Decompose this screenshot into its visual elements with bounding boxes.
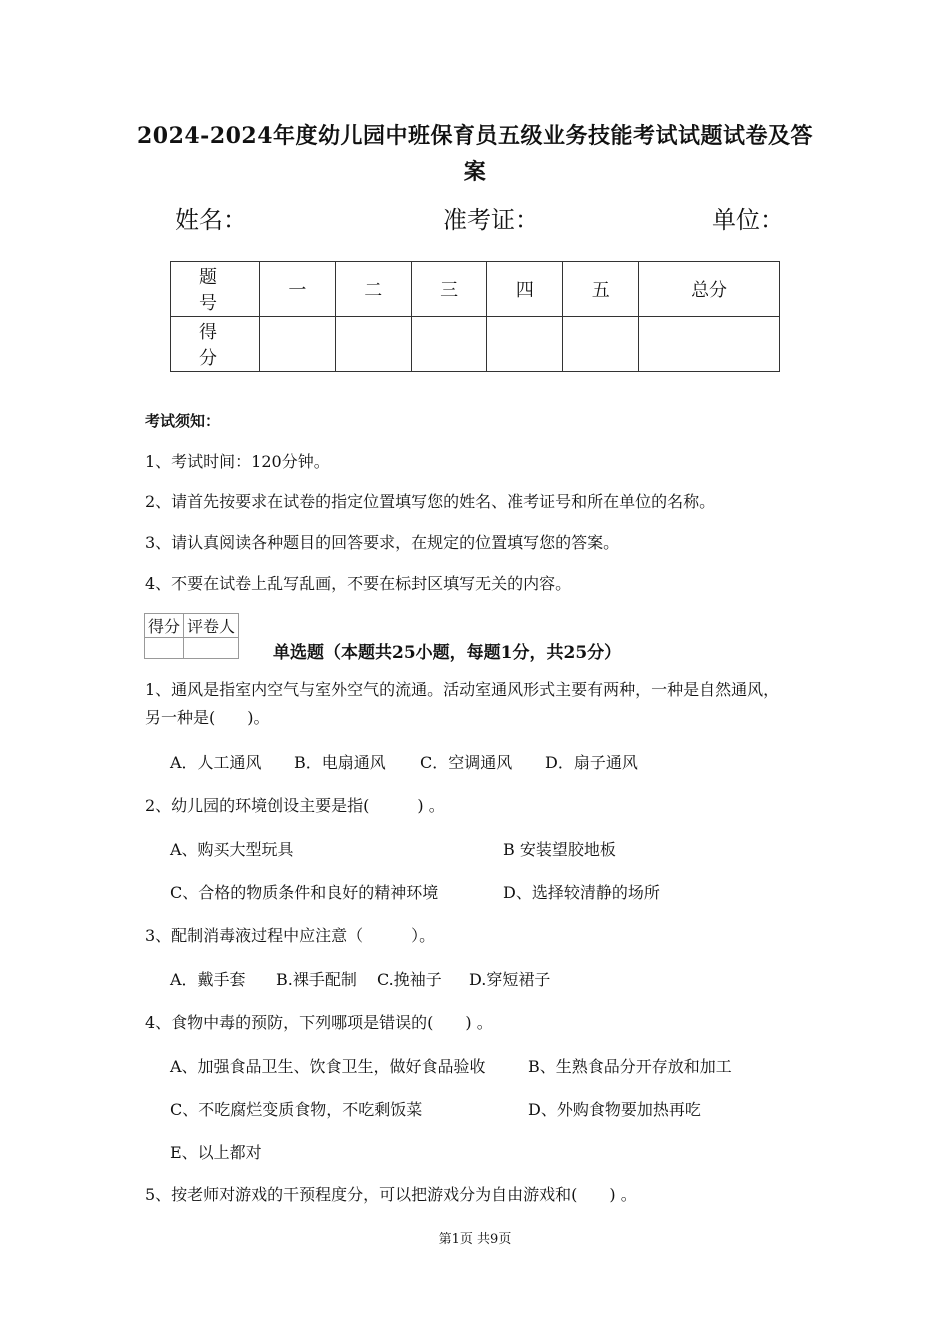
option-a[interactable]: A、购买大型玩具 [170, 840, 294, 859]
grader-reviewer-label: 评卷人 [184, 614, 239, 638]
question-stem: 5、按老师对游戏的干预程度分，可以把游戏分为自由游戏和( ) 。 [145, 1185, 637, 1204]
score-header-cell: 一 [260, 262, 336, 317]
option-e[interactable]: E、以上都对 [170, 1143, 262, 1162]
question-stem: 4、食物中毒的预防，下列哪项是错误的( ) 。 [145, 1013, 493, 1032]
question-stem: 3、配制消毒液过程中应注意（ ）。 [145, 926, 436, 945]
question-stem-continued: 另一种是( )。 [145, 708, 270, 727]
score-row-label: 得 分 [171, 317, 260, 372]
score-cell[interactable] [411, 317, 487, 372]
document-title [60, 118, 890, 190]
notice-item: 3、请认真阅读各种题目的回答要求，在规定的位置填写您的答案。 [145, 533, 620, 552]
option-d[interactable]: D．扇子通风 [545, 753, 638, 772]
score-cell[interactable] [639, 317, 780, 372]
score-cell[interactable] [335, 317, 411, 372]
option-b[interactable]: B 安装望胶地板 [503, 840, 616, 859]
score-table-header-row [171, 262, 780, 317]
option-c[interactable]: C.挽袖子 [377, 970, 442, 989]
option-d[interactable]: D、外购食物要加热再吃 [528, 1100, 701, 1119]
score-cell[interactable] [563, 317, 639, 372]
notice-heading: 考试须知： [145, 412, 221, 430]
grader-table [144, 613, 239, 659]
score-header-cell: 二 [335, 262, 411, 317]
title-line-1: 2024-2024年度幼儿园中班保育员五级业务技能考试试题试卷及答 [136, 123, 814, 149]
option-b[interactable]: B、生熟食品分开存放和加工 [528, 1057, 732, 1076]
question-stem: 1、通风是指室内空气与室外空气的流通。活动室通风形式主要有两种，一种是自然通风， [145, 680, 780, 699]
name-label: 姓名： [175, 206, 247, 234]
grader-score-label: 得分 [145, 614, 184, 638]
notice-item: 1、考试时间：120分钟。 [145, 452, 330, 471]
score-header-cell: 题 号 [171, 262, 260, 317]
score-header-cell: 总分 [639, 262, 780, 317]
option-d[interactable]: D、选择较清静的场所 [503, 883, 660, 902]
grader-reviewer-cell[interactable] [184, 638, 239, 659]
question-stem: 2、幼儿园的环境创设主要是指( ) 。 [145, 796, 445, 815]
option-a[interactable]: A、加强食品卫生、饮食卫生，做好食品验收 [170, 1057, 486, 1076]
title-line-2: 案 [463, 159, 487, 185]
option-d[interactable]: D.穿短裙子 [469, 970, 551, 989]
option-b[interactable]: B.裸手配制 [276, 970, 357, 989]
grader-score-cell[interactable] [145, 638, 184, 659]
notice-item: 2、请首先按要求在试卷的指定位置填写您的姓名、准考证号和所在单位的名称。 [145, 492, 716, 511]
option-c[interactable]: C、合格的物质条件和良好的精神环境 [170, 883, 439, 902]
score-table [170, 261, 780, 372]
notice-item: 4、不要在试卷上乱写乱画，不要在标封区填写无关的内容。 [145, 574, 572, 593]
option-c[interactable]: C、不吃腐烂变质食物，不吃剩饭菜 [170, 1100, 423, 1119]
option-a[interactable]: A．戴手套 [170, 970, 246, 989]
option-a[interactable]: A．人工通风 [170, 753, 262, 772]
score-header-cell: 五 [563, 262, 639, 317]
score-cell[interactable] [487, 317, 563, 372]
score-cell[interactable] [260, 317, 336, 372]
exam-id-label: 准考证： [443, 206, 539, 234]
unit-label: 单位： [712, 206, 784, 234]
page-footer: 第1页 共9页 [438, 1232, 512, 1247]
section-title: 单选题（本题共25小题，每题1分，共25分） [273, 643, 622, 663]
score-header-cell: 四 [487, 262, 563, 317]
score-header-cell: 三 [411, 262, 487, 317]
option-b[interactable]: B．电扇通风 [294, 753, 386, 772]
score-table-score-row [171, 317, 780, 372]
option-c[interactable]: C．空调通风 [420, 753, 513, 772]
